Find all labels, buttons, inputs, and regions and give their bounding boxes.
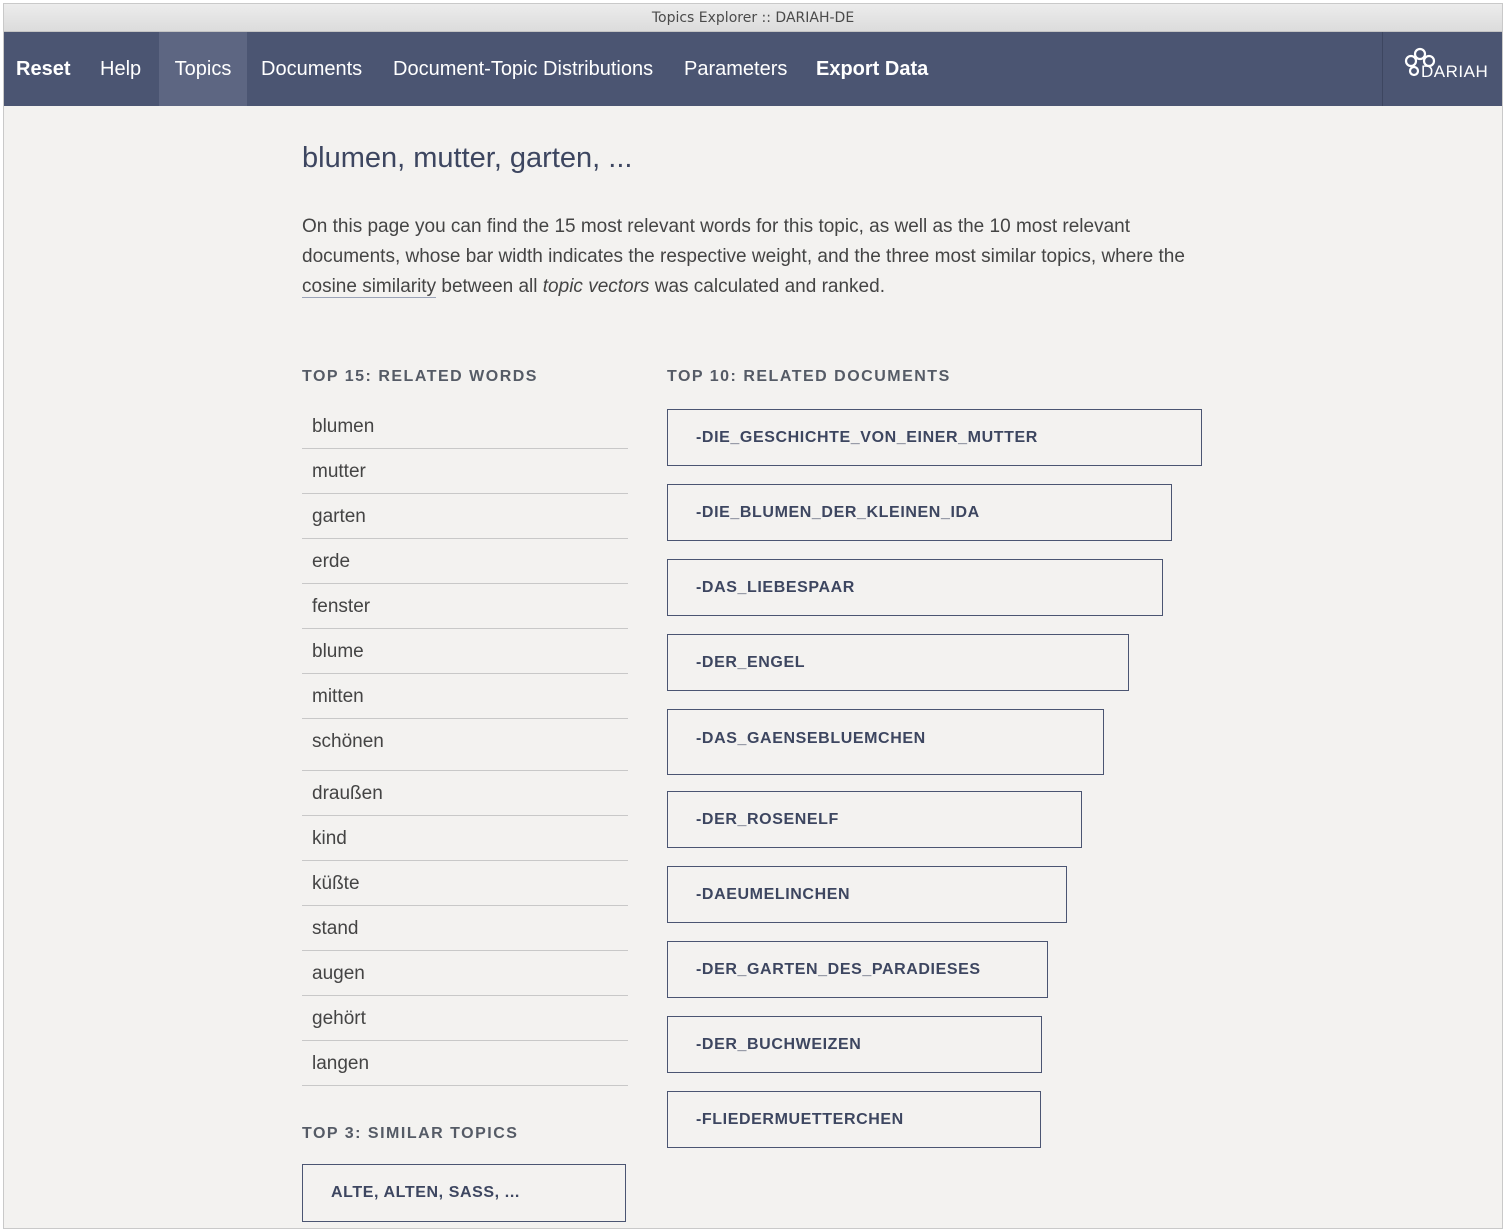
nav-documents[interactable]: Documents bbox=[261, 58, 363, 80]
word-item: küßte bbox=[302, 861, 628, 906]
dariah-logo[interactable] bbox=[1382, 32, 1502, 106]
word-item: gehört bbox=[302, 996, 628, 1041]
nav-document-topic-distributions[interactable]: Document-Topic Distributions bbox=[393, 58, 654, 80]
related-document-button[interactable]: -DAS_LIEBESPAAR bbox=[667, 559, 1163, 616]
word-item: schönen bbox=[302, 719, 628, 771]
word-item: stand bbox=[302, 906, 628, 951]
nav-topics[interactable]: Topics bbox=[159, 32, 247, 106]
word-item: blume bbox=[302, 629, 628, 674]
related-words-heading: TOP 15: RELATED WORDS bbox=[302, 368, 538, 385]
related-documents-heading: TOP 10: RELATED DOCUMENTS bbox=[667, 368, 951, 385]
word-item: langen bbox=[302, 1041, 628, 1086]
intro-paragraph bbox=[302, 212, 1202, 302]
main-content bbox=[4, 106, 1502, 1229]
app-window bbox=[3, 3, 1503, 1229]
related-document-button[interactable]: -DIE_GESCHICHTE_VON_EINER_MUTTER bbox=[667, 409, 1202, 466]
related-document-button[interactable]: -DIE_BLUMEN_DER_KLEINEN_IDA bbox=[667, 484, 1172, 541]
related-document-button[interactable]: -DAEUMELINCHEN bbox=[667, 866, 1067, 923]
word-item: mitten bbox=[302, 674, 628, 719]
related-words-list bbox=[302, 404, 628, 1086]
cosine-similarity-link[interactable]: cosine similarity bbox=[302, 276, 437, 297]
window-titlebar: Topics Explorer :: DARIAH-DE bbox=[4, 4, 1502, 32]
word-item: garten bbox=[302, 494, 628, 539]
word-item: blumen bbox=[302, 404, 628, 449]
brand-label: DARIAH bbox=[1421, 62, 1489, 81]
word-item: mutter bbox=[302, 449, 628, 494]
related-document-button[interactable]: -DER_BUCHWEIZEN bbox=[667, 1016, 1042, 1073]
intro-text-1: On this page you can find the 15 most relevant words for this topic, as well as the 10 most relevant documents, whose bar width indicates the respective weight, and the three most similar topics, where the bbox=[302, 216, 1185, 267]
page-title: blumen, mutter, garten, ... bbox=[302, 142, 633, 174]
word-item: erde bbox=[302, 539, 628, 584]
related-document-button[interactable]: -DER_ROSENELF bbox=[667, 791, 1082, 848]
word-item: kind bbox=[302, 816, 628, 861]
intro-emphasis: topic vectors bbox=[542, 276, 650, 297]
related-document-button[interactable]: -DAS_GAENSEBLUEMCHEN bbox=[667, 709, 1104, 775]
nav-help[interactable]: Help bbox=[100, 58, 142, 80]
related-document-button[interactable]: -FLIEDERMUETTERCHEN bbox=[667, 1091, 1041, 1148]
nav-reset[interactable]: Reset bbox=[16, 58, 71, 80]
nav-export-data[interactable]: Export Data bbox=[816, 58, 929, 80]
intro-text-3: was calculated and ranked. bbox=[649, 276, 885, 297]
related-document-button[interactable]: -DER_GARTEN_DES_PARADIESES bbox=[667, 941, 1048, 998]
word-item: augen bbox=[302, 951, 628, 996]
related-document-button[interactable]: -DER_ENGEL bbox=[667, 634, 1129, 691]
word-item: draußen bbox=[302, 771, 628, 816]
word-item: fenster bbox=[302, 584, 628, 629]
top-navbar bbox=[4, 32, 1502, 106]
similar-topic-button[interactable]: ALTE, ALTEN, SASS, ... bbox=[302, 1164, 626, 1222]
nav-parameters[interactable]: Parameters bbox=[684, 58, 788, 80]
similar-topics-heading: TOP 3: SIMILAR TOPICS bbox=[302, 1125, 519, 1142]
intro-text-2: between all bbox=[436, 276, 543, 297]
